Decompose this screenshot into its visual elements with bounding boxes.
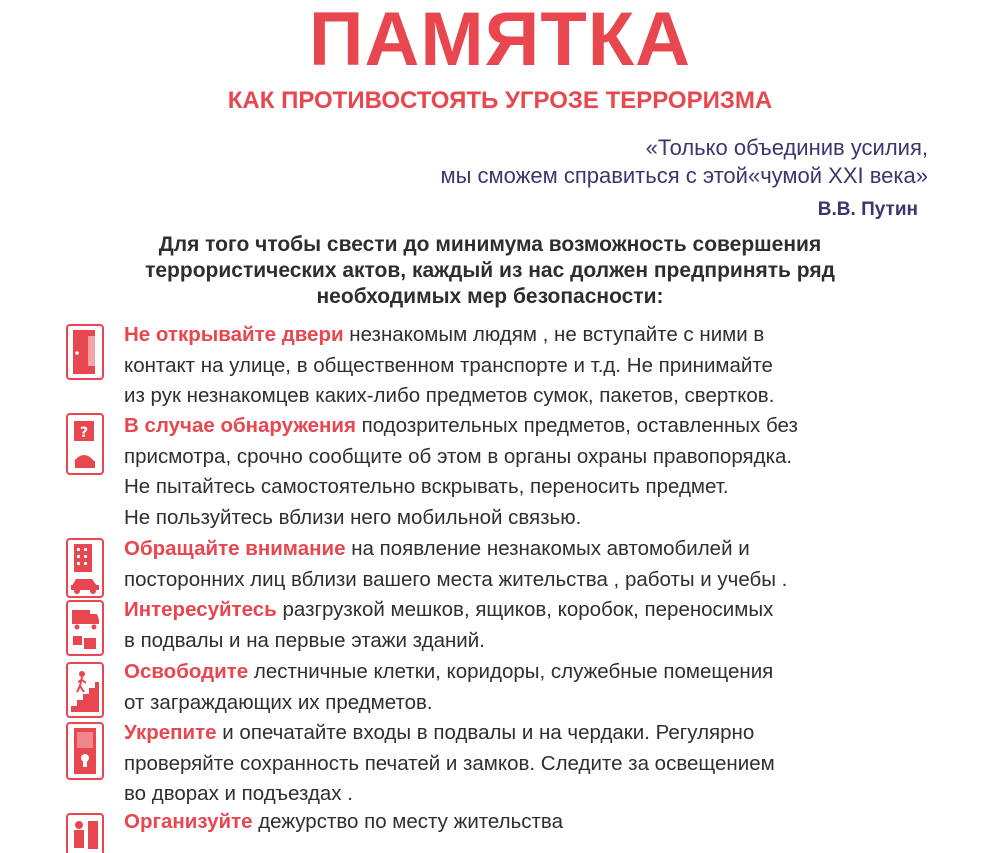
item-text: Обращайте внимание на появление незнакомых автомобилей и посторонних лиц вблизи вашего места жительства , работы и учебы . bbox=[124, 534, 787, 595]
quote-line: мы сможем справиться с этой«чумой XXI века» bbox=[440, 163, 928, 188]
item-line: из рук незнакомцев каких-либо предметов сумок, пакетов, свертков. bbox=[124, 384, 775, 407]
intro-line: необходимых мер безопасности: bbox=[316, 285, 664, 308]
sealed-door-icon bbox=[66, 722, 104, 780]
item-text: Не открывайте двери незнакомым людям , не вступайте с ними в контакт на улице, в общественном транспорте и т.д. Не принимайте из рук незнакомцев каких-либо предметов сумок, пакетов, свертков. bbox=[124, 320, 774, 412]
intro-paragraph bbox=[0, 232, 980, 310]
item-text: Организуйте дежурство по месту жительства bbox=[124, 810, 563, 833]
item-line: контакт на улице, в общественном транспорте и т.д. Не принимайте bbox=[124, 353, 773, 377]
item-highlight: В случае обнаружения bbox=[124, 414, 356, 437]
stairs-person-icon bbox=[66, 662, 104, 718]
item-line: Не пользуйтесь вблизи него мобильной связью. bbox=[124, 505, 582, 529]
truck-boxes-icon bbox=[66, 600, 104, 656]
item-text: Укрепите и опечатайте входы в подвалы и на чердаки. Регулярно проверяйте сохранность печатей и замков. Следите за освещением во дворах и подъездах . bbox=[124, 718, 775, 810]
item-highlight: Не открывайте двери bbox=[124, 323, 344, 346]
page-title: ПАМЯТКА bbox=[308, 0, 692, 82]
suspicious-object-phone-icon bbox=[66, 413, 104, 475]
building-car-icon bbox=[66, 538, 104, 598]
item-highlight: Укрепите bbox=[124, 721, 217, 744]
quote-line: «Только объединив усилия, bbox=[645, 135, 928, 160]
quote-author: В.В. Путин bbox=[817, 199, 918, 220]
item-line: Не пытайтесь самостоятельно вскрывать, переносить предмет. bbox=[124, 475, 729, 498]
svg-text:?: ? bbox=[79, 425, 89, 441]
item-line: от заграждающих их предметов. bbox=[124, 690, 433, 714]
item-text: В случае обнаружения подозрительных предметов, оставленных без присмотра, срочно сообщите об этом в органы охраны правопорядка. Не пытайтесь самостоятельно вскрывать, переносить предмет. Не пользуйтесь вблизи него мобильной связью. bbox=[124, 411, 798, 533]
item-line: проверяйте сохранность печатей и замков. Следите за освещением bbox=[124, 751, 775, 775]
page-subtitle: КАК ПРОТИВОСТОЯТЬ УГРОЗЕ ТЕРРОРИЗМА bbox=[227, 87, 773, 114]
item-highlight: Освободите bbox=[124, 660, 249, 683]
guard-duty-icon bbox=[66, 813, 104, 853]
item-line: во дворах и подъездах . bbox=[124, 782, 353, 805]
item-line: посторонних лиц вблизи вашего места жительства , работы и учебы . bbox=[124, 567, 788, 591]
door-icon bbox=[66, 324, 104, 380]
item-highlight: Организуйте bbox=[124, 810, 253, 833]
item-line: в подвалы и на первые этажи зданий. bbox=[124, 628, 485, 652]
intro-line: террористических актов, каждый из нас должен предпринять ряд bbox=[145, 259, 835, 282]
item-text: Освободите лестничные клетки, коридоры, служебные помещения от заграждающих их предметов. bbox=[124, 657, 773, 718]
item-text: Интересуйтесь разгрузкой мешков, ящиков, коробок, переносимых в подвалы и на первые этажи зданий. bbox=[124, 595, 773, 656]
item-highlight: Обращайте внимание bbox=[124, 537, 346, 560]
intro-line: Для того чтобы свести до минимума возможность совершения bbox=[158, 233, 822, 256]
quote-block bbox=[440, 134, 928, 190]
item-line: присмотра, срочно сообщите об этом в органы охраны правопорядка. bbox=[124, 444, 793, 468]
item-highlight: Интересуйтесь bbox=[124, 598, 277, 621]
